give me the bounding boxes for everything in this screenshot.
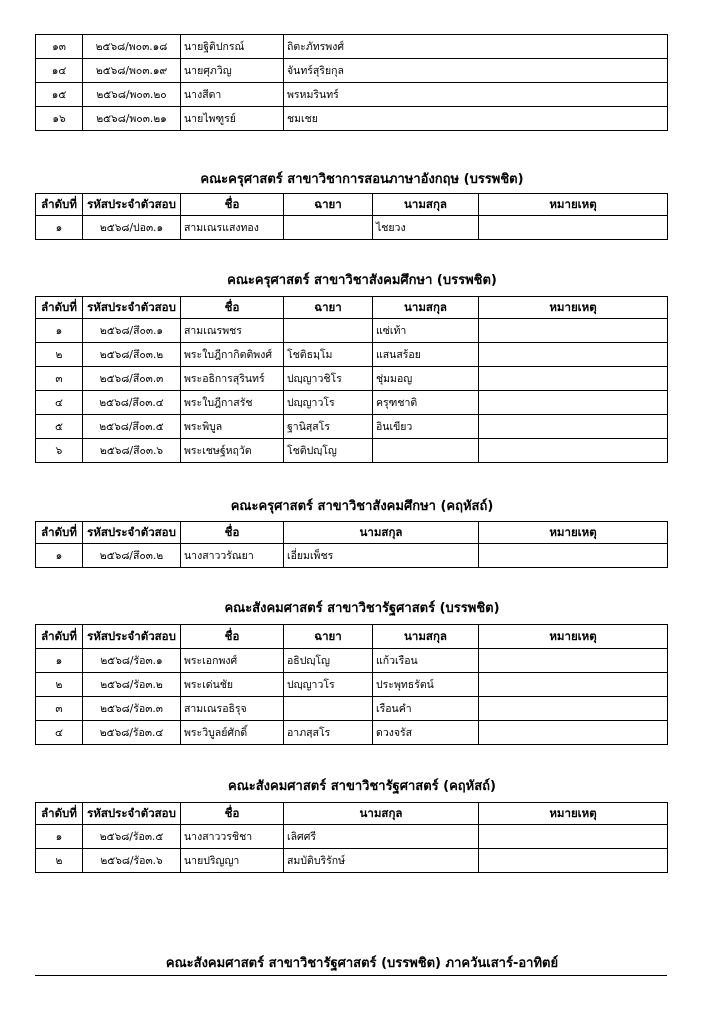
column-header: นามสกุล xyxy=(373,297,479,319)
remark-cell xyxy=(479,825,668,849)
section-table xyxy=(35,624,668,745)
seq-cell: ๑ xyxy=(36,216,83,240)
seq-cell: ๑ xyxy=(36,319,83,343)
name-cell: นางสาววรชิชา xyxy=(181,825,284,849)
seq-cell: ๓ xyxy=(36,367,83,391)
column-header: รหัสประจำตัวสอบ xyxy=(83,194,181,216)
seq-cell: ๑๕ xyxy=(36,83,83,107)
name-cell: สามเณรอธิรุจ xyxy=(181,697,284,721)
seq-cell: ๑ xyxy=(36,649,83,673)
name-cell: นางสีดา xyxy=(181,83,284,107)
column-header: นามสกุล xyxy=(373,194,479,216)
exam-id-cell: ๒๕๖๘/รัอ๓.๒ xyxy=(83,673,181,697)
alias-cell: ปญฺญาวโร xyxy=(284,391,373,415)
name-cell: สามเณรพชร xyxy=(181,319,284,343)
name-cell: นายปริญญา xyxy=(181,849,284,873)
column-header: หมายเหตุ xyxy=(479,522,668,544)
column-header: นามสกุล xyxy=(284,803,479,825)
remark-cell xyxy=(479,216,668,240)
remark-cell xyxy=(479,439,668,463)
surname-cell: เรือนคำ xyxy=(373,697,479,721)
table-row xyxy=(36,649,668,673)
section-table xyxy=(35,193,668,240)
seq-cell: ๒ xyxy=(36,849,83,873)
surname-cell: แซ่เท้า xyxy=(373,319,479,343)
name-cell: พระอธิการสุรินทร์ xyxy=(181,367,284,391)
surname-cell: เลิศศรี xyxy=(284,825,479,849)
column-header: ชื่อ xyxy=(181,194,284,216)
column-header: หมายเหตุ xyxy=(479,297,668,319)
exam-id-cell: ๒๕๖๘/พ๐๓.๑๙ xyxy=(83,59,181,83)
exam-id-cell: ๒๕๖๘/พ๐๓.๑๘ xyxy=(83,35,181,59)
seq-cell: ๔ xyxy=(36,721,83,745)
column-header: ชื่อ xyxy=(181,625,284,649)
seq-cell: ๖ xyxy=(36,439,83,463)
table-row xyxy=(36,319,668,343)
table-row xyxy=(36,673,668,697)
exam-id-cell: ๒๕๖๘/สึ๐๓.๔ xyxy=(83,391,181,415)
table-row xyxy=(36,415,668,439)
name-cell: พระพิบูล xyxy=(181,415,284,439)
surname-cell: จันทร์สุริยกุล xyxy=(284,59,668,83)
seq-cell: ๑๖ xyxy=(36,107,83,131)
name-cell: นายฐิติปกรณ์ xyxy=(181,35,284,59)
column-header: ลำดับที่ xyxy=(36,297,83,319)
remark-cell xyxy=(479,849,668,873)
remark-cell xyxy=(479,673,668,697)
continuation-table xyxy=(35,34,668,131)
column-header: รหัสประจำตัวสอบ xyxy=(83,297,181,319)
column-header: รหัสประจำตัวสอบ xyxy=(83,803,181,825)
exam-id-cell: ๒๕๖๘/สึ๐๓.๕ xyxy=(83,415,181,439)
alias-cell: อธิปญฺโญ xyxy=(284,649,373,673)
table-row xyxy=(36,439,668,463)
surname-cell: เอี่ยมเพ็ชร xyxy=(284,544,479,568)
section-table xyxy=(35,802,668,873)
exam-id-cell: ๒๕๖๘/รัอ๓.๑ xyxy=(83,649,181,673)
table-row xyxy=(36,59,668,83)
section-title: คณะครุศาสตร์ สาขาวิชาการสอนภาษาอังกฤษ (บรรพชิต) xyxy=(200,172,524,187)
table-row xyxy=(36,544,668,568)
surname-cell: ครุฑชาติ xyxy=(373,391,479,415)
remark-cell xyxy=(479,415,668,439)
exam-id-cell: ๒๕๖๘/พ๐๓.๒๐ xyxy=(83,83,181,107)
name-cell: พระเชษฐ์หฤวัต xyxy=(181,439,284,463)
table-row xyxy=(36,697,668,721)
name-cell: พระใบฎีกาสรัช xyxy=(181,391,284,415)
remark-cell xyxy=(479,343,668,367)
name-cell: พระเด่นชัย xyxy=(181,673,284,697)
name-cell: นางสาววรัณยา xyxy=(181,544,284,568)
alias-cell xyxy=(284,697,373,721)
surname-cell: ไชยวง xyxy=(373,216,479,240)
exam-id-cell: ๒๕๖๘/รัอ๓.๕ xyxy=(83,825,181,849)
remark-cell xyxy=(479,391,668,415)
column-header: ลำดับที่ xyxy=(36,194,83,216)
section-title: คณะครุศาสตร์ สาขาวิชาสังคมศึกษา (คฤหัสถ์) xyxy=(230,499,494,514)
remark-cell xyxy=(479,649,668,673)
seq-cell: ๔ xyxy=(36,391,83,415)
table-row xyxy=(36,367,668,391)
remark-cell xyxy=(479,367,668,391)
exam-id-cell: ๒๕๖๘/พ๐๓.๒๑ xyxy=(83,107,181,131)
table-header-row xyxy=(36,522,668,544)
remark-cell xyxy=(479,319,668,343)
alias-cell xyxy=(284,216,373,240)
surname-cell: แสนสร้อย xyxy=(373,343,479,367)
table-row xyxy=(36,825,668,849)
section-table xyxy=(35,296,668,463)
table-header-row xyxy=(36,194,668,216)
seq-cell: ๒ xyxy=(36,673,83,697)
name-cell: พระใบฎีกากิตติพงศ์ xyxy=(181,343,284,367)
surname-cell: พรหมรินทร์ xyxy=(284,83,668,107)
name-cell: นายไพฑูรย์ xyxy=(181,107,284,131)
column-header: หมายเหตุ xyxy=(479,625,668,649)
name-cell: พระเอกพงศ์ xyxy=(181,649,284,673)
surname-cell: อินเขียว xyxy=(373,415,479,439)
section-title: คณะสังคมศาสตร์ สาขาวิชารัฐศาสตร์ (คฤหัสถ์) xyxy=(228,779,496,794)
name-cell: สามเณรแสงทอง xyxy=(181,216,284,240)
column-header: ลำดับที่ xyxy=(36,803,83,825)
seq-cell: ๓ xyxy=(36,697,83,721)
alias-cell: ปญฺญาวชิโร xyxy=(284,367,373,391)
column-header: ชื่อ xyxy=(181,522,284,544)
remark-cell xyxy=(479,697,668,721)
divider xyxy=(35,975,667,976)
alias-cell: โชติธมฺโม xyxy=(284,343,373,367)
surname-cell: ดวงจรัส xyxy=(373,721,479,745)
column-header: หมายเหตุ xyxy=(479,194,668,216)
table-row xyxy=(36,107,668,131)
seq-cell: ๕ xyxy=(36,415,83,439)
surname-cell: ชมเชย xyxy=(284,107,668,131)
section-title: คณะสังคมศาสตร์ สาขาวิชารัฐศาสตร์ (บรรพชิต) ภาควันเสาร์-อาทิตย์ xyxy=(165,956,559,971)
alias-cell: ฐานิสฺสโร xyxy=(284,415,373,439)
seq-cell: ๑๓ xyxy=(36,35,83,59)
exam-id-cell: ๒๕๖๘/รัอ๓.๔ xyxy=(83,721,181,745)
seq-cell: ๑ xyxy=(36,825,83,849)
section-table xyxy=(35,521,668,568)
seq-cell: ๑ xyxy=(36,544,83,568)
remark-cell xyxy=(479,544,668,568)
column-header: รหัสประจำตัวสอบ xyxy=(83,625,181,649)
column-header: ลำดับที่ xyxy=(36,522,83,544)
table-header-row xyxy=(36,803,668,825)
remark-cell xyxy=(479,721,668,745)
surname-cell: แก้วเรือน xyxy=(373,649,479,673)
surname-cell: สมบัติบริรักษ์ xyxy=(284,849,479,873)
table-row xyxy=(36,721,668,745)
column-header: ฉายา xyxy=(284,194,373,216)
exam-id-cell: ๒๕๖๘/สึ๐๓.๒ xyxy=(83,343,181,367)
exam-id-cell: ๒๕๖๘/สึ๐๓.๓ xyxy=(83,367,181,391)
section-title: คณะครุศาสตร์ สาขาวิชาสังคมศึกษา (บรรพชิต) xyxy=(227,273,497,288)
section-title: คณะสังคมศาสตร์ สาขาวิชารัฐศาสตร์ (บรรพชิต) xyxy=(224,601,500,616)
column-header: รหัสประจำตัวสอบ xyxy=(83,522,181,544)
table-row xyxy=(36,391,668,415)
table-header-row xyxy=(36,297,668,319)
table-row xyxy=(36,849,668,873)
exam-id-cell: ๒๕๖๘/สึ๐๓.๑ xyxy=(83,319,181,343)
exam-id-cell: ๒๕๖๘/รัอ๓.๖ xyxy=(83,849,181,873)
exam-id-cell: ๒๕๖๘/ปอ๓.๑ xyxy=(83,216,181,240)
name-cell: นายศุภวิญ xyxy=(181,59,284,83)
alias-cell xyxy=(284,319,373,343)
name-cell: พระวิบูลย์ศักดิ์ xyxy=(181,721,284,745)
surname-cell: ถิตะภัทรพงศ์ xyxy=(284,35,668,59)
alias-cell: โชติปญฺโญ xyxy=(284,439,373,463)
column-header: นามสกุล xyxy=(373,625,479,649)
surname-cell xyxy=(373,439,479,463)
column-header: ชื่อ xyxy=(181,297,284,319)
table-row xyxy=(36,83,668,107)
table-header-row xyxy=(36,625,668,649)
exam-id-cell: ๒๕๖๘/รัอ๓.๓ xyxy=(83,697,181,721)
exam-id-cell: ๒๕๖๘/สึ๐๓.๒ xyxy=(83,544,181,568)
table-row xyxy=(36,35,668,59)
seq-cell: ๑๔ xyxy=(36,59,83,83)
alias-cell: ปญฺญาวโร xyxy=(284,673,373,697)
column-header: ฉายา xyxy=(284,297,373,319)
column-header: ลำดับที่ xyxy=(36,625,83,649)
surname-cell: ชุ่มมอญ xyxy=(373,367,479,391)
surname-cell: ประพุทธรัตน์ xyxy=(373,673,479,697)
column-header: หมายเหตุ xyxy=(479,803,668,825)
table-row xyxy=(36,343,668,367)
column-header: ฉายา xyxy=(284,625,373,649)
alias-cell: อาภสฺสโร xyxy=(284,721,373,745)
table-row xyxy=(36,216,668,240)
column-header: นามสกุล xyxy=(284,522,479,544)
seq-cell: ๒ xyxy=(36,343,83,367)
exam-id-cell: ๒๕๖๘/สึ๐๓.๖ xyxy=(83,439,181,463)
column-header: ชื่อ xyxy=(181,803,284,825)
